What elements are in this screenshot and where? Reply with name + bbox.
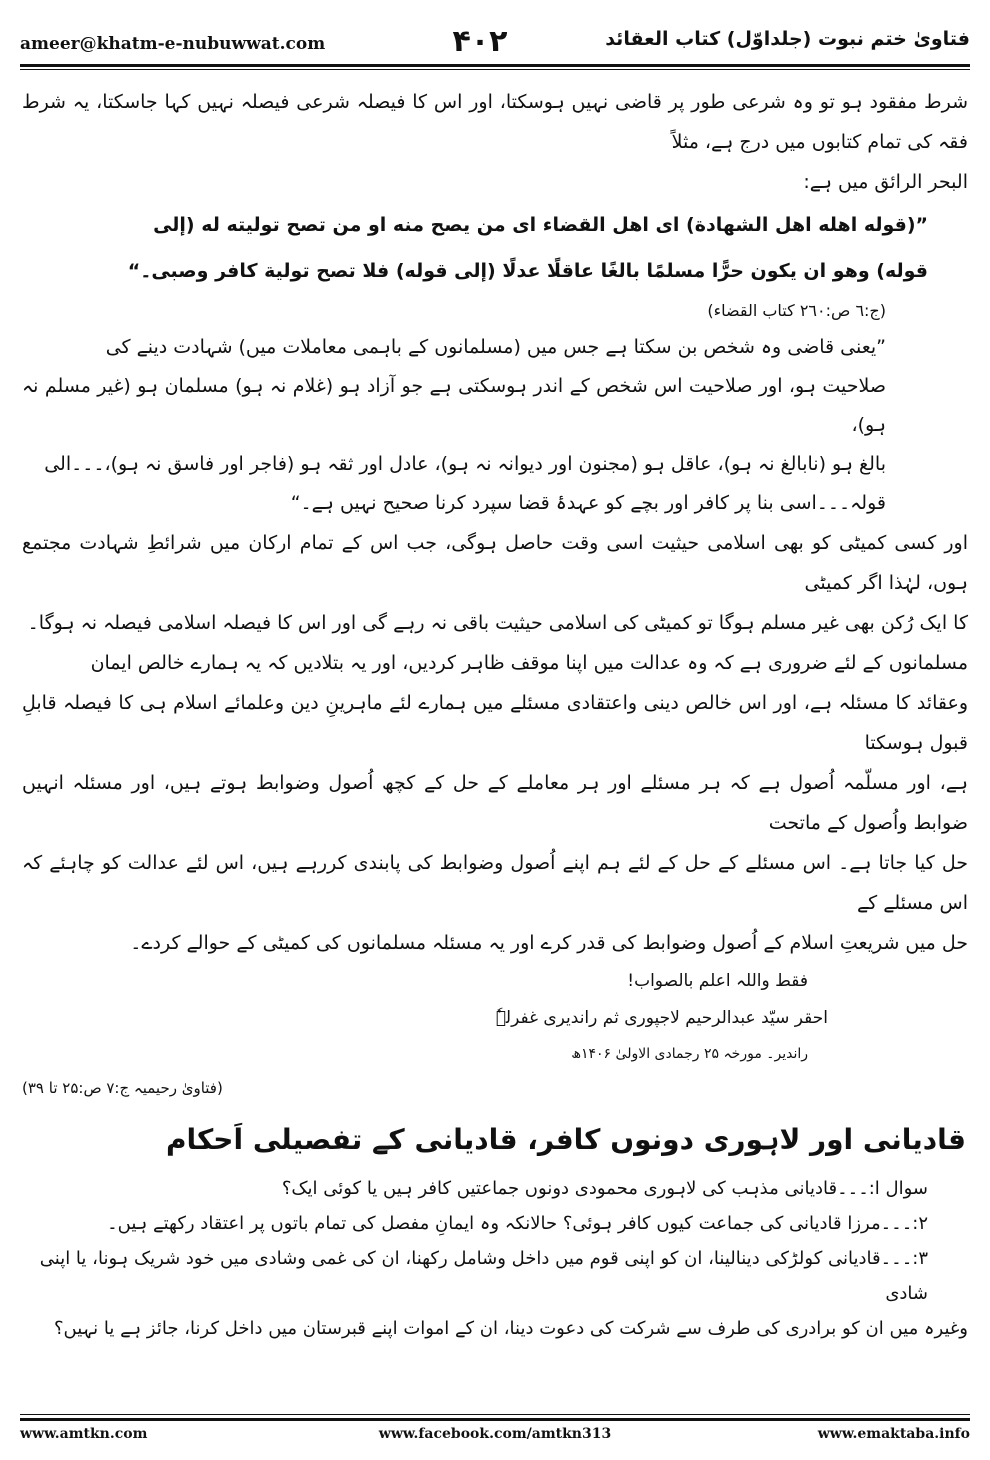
question-line: ۳:۔۔۔قادیانی کولڑکی دینالینا، ان کو اپنی قوم میں داخل وشامل رکھنا، ان کی غمی وشادی میں خود شریک ہونا، یا اپنی شادی — [39, 1248, 928, 1304]
section-heading: قادیانی اور لاہوری دونوں کافر، قادیانی کے تفصیلی اَحکام — [165, 1123, 966, 1156]
paragraph-line: ہے، اور مسلّمہ اُصول ہے کہ ہر مسئلے اور ہر معاملے کے حل کے کچھ اُصول وضوابط ہوتے ہیں، اور مسئلہ انہیں ضوابط واُصول کے ماتحت — [22, 772, 968, 834]
translation-line: قولہ۔۔۔اسی بنا پر کافر اور بچے کو عہدۂ قضا سپرد کرنا صحیح نہیں ہے۔“ — [290, 492, 886, 514]
page-header — [20, 22, 970, 62]
signature: احقر سیّد عبدالرحیم لاجپوری ثم راندیری غفرلہٗ — [495, 1008, 828, 1028]
paragraph-line: اور کسی کمیٹی کو بھی اسلامی حیثیت اسی وقت حاصل ہوگی، جب اس کے تمام ارکان میں شرائطِ شہادت مجتمع ہوں، لہٰذا اگر کمیٹی — [22, 532, 968, 594]
question-line: سوال ا:۔۔۔قادیانی مذہب کی لاہوری محمودی دونوں جماعتیں کافر ہیں یا کوئی ایک؟ — [281, 1178, 928, 1199]
footer-rule-thin — [20, 1414, 970, 1415]
page-body — [22, 82, 968, 1346]
arabic-quote-line: قوله) وهو ان يكون حرًّا مسلمًا بالغًا عاقلًا عدلًا (إلى قوله) فلا تصح تولية كافر وصبى۔“ — [127, 260, 928, 282]
page-number: ۴۰۲ — [452, 24, 508, 59]
translation-line: ”یعنی قاضی وہ شخص بن سکتا ہے جس میں (مسلمانوں کے باہمی معاملات میں) شہادت دینے کی — [105, 336, 886, 358]
paragraph-line: حل میں شریعتِ اسلام کے اُصول وضوابط کی قدر کرے اور یہ مسئلہ مسلمانوں کی کمیٹی کے حوالے کردے۔ — [130, 932, 968, 954]
translation-line: صلاحیت ہو، اور صلاحیت اس شخص کے اندر ہوسکتی ہے جو آزاد ہو (غلام نہ ہو) مسلمان ہو (غیر مسلم نہ ہو)، — [22, 375, 886, 436]
paragraph-line: وعقائد کا مسئلہ ہے، اور اس خالص دینی واعتقادی مسئلے میں ہمارے لئے ماہرینِ دین وعلمائے اسلام ہی کا فیصلہ قابلِ قبول ہوسکتا — [22, 692, 968, 754]
closing-phrase: فقط واللہ اعلم بالصواب! — [627, 971, 808, 991]
source-reference: (فتاویٰ رحیمیہ ج:۷ ص:۲۵ تا ۳۹) — [22, 1079, 223, 1097]
footer-link-emaktaba[interactable]: www.emaktaba.info — [817, 1426, 970, 1442]
question-line: ۲:۔۔۔مرزا قادیانی کی جماعت کیوں کافر ہوئی؟ حالانکہ وہ ایمانِ مفصل کی تمام باتوں پر اعتقاد رکھتے ہیں۔ — [107, 1213, 928, 1234]
header-email: ameer@khatm-e-nubuwwat.com — [20, 34, 326, 54]
paragraph-line: مسلمانوں کے لئے ضروری ہے کہ وہ عدالت میں اپنا موقف ظاہر کردیں، اور یہ بتلادیں کہ یہ ہمارے خالص ایمان — [90, 652, 968, 674]
translation-line: بالغ ہو (نابالغ نہ ہو)، عاقل ہو (مجنون اور دیوانہ نہ ہو)، عادل اور ثقہ ہو (فاجر اور فاسق نہ ہو)،۔۔۔الی — [44, 453, 886, 475]
arabic-quote-line: ”(قوله اهله اهل الشهادة) اى اهل القضاء اى من يصح منه او من تصح توليته له (إلى — [153, 214, 928, 236]
paragraph-line: کا ایک رُکن بھی غیر مسلم ہوگا تو کمیٹی کی اسلامی حیثیت باقی نہ رہے گی اور اس کا فیصلہ اسلامی فیصلہ نہ ہوگا۔ — [27, 612, 968, 634]
intro-line: شرط مفقود ہو تو وہ شرعی طور پر قاضی نہیں ہوسکتا، اور اس کا فیصلہ شرعی فیصلہ نہیں کہا جاسکتا، یہ شرط فقہ کی تمام کتابوں میں درج ہے، مثلاً — [22, 91, 968, 153]
book-title: فتاویٰ ختم نبوت (جلداوّل) کتاب العقائد — [605, 28, 970, 50]
footer-link-facebook[interactable]: www.facebook.com/amtkn313 — [378, 1426, 612, 1442]
paragraph-line: حل کیا جاتا ہے۔ اس مسئلے کے حل کے لئے ہم اپنے اُصول وضوابط کی پابندی کررہے ہیں، اس لئے عدالت کو چاہئے کہ اس مسئلے کے — [22, 852, 968, 914]
signature-date: راندیر۔ مورخہ ۲۵ رجمادی الاولیٰ ۱۴۰۶ھ — [571, 1046, 808, 1062]
footer-rule-thick — [20, 1418, 970, 1421]
intro-line: البحر الرائق میں ہے: — [803, 171, 968, 193]
footer-link-amtkn[interactable]: www.amtkn.com — [20, 1426, 148, 1442]
header-rule-thick — [20, 64, 970, 67]
arabic-quote-reference: (ج:٦ ص:٢٦٠ كتاب القضاء) — [707, 301, 886, 320]
header-rule-thin — [20, 69, 970, 70]
question-line: وغیرہ میں ان کو برادری کی طرف سے شرکت کی دعوت دینا، ان کے اموات اپنے قبرستان میں داخل کرنا، جائز ہے یا نہیں؟ — [53, 1318, 968, 1339]
page-footer — [20, 1426, 970, 1450]
